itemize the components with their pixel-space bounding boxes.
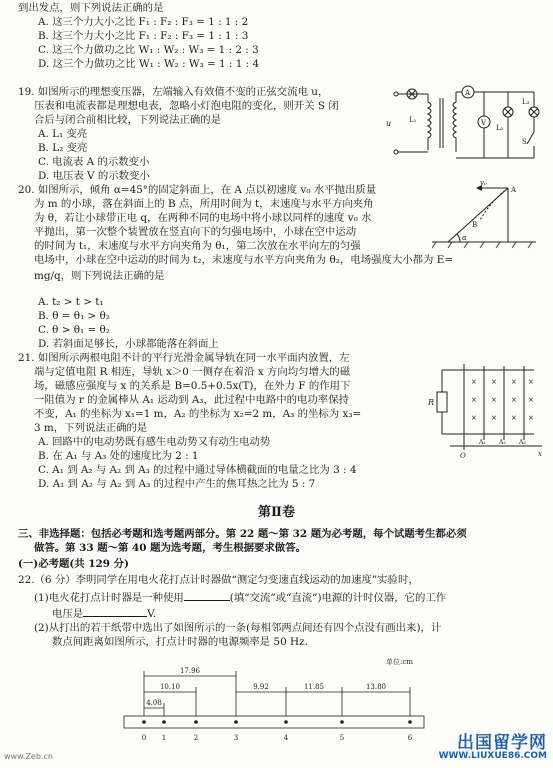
q22-part2-line2: 数点间距离如图所示，打点计时器的电源频率是 50 Hz.	[52, 636, 308, 648]
fig-label-l1: L₁	[409, 116, 417, 124]
rail-field-figure	[424, 362, 546, 460]
q21-option-c: C. A₁ 到 A₂ 与 A₂ 到 A₃ 的过程中通过导体横截面的电量之比为 3 : 4	[38, 464, 357, 476]
q21-stem-4: 一阻值为 r 的金属棒从 A₁ 运动到 A₃，此过程中电路中的电功率保持	[34, 394, 349, 406]
q18-option-a: A. 这三个力大小之比 F₁ : F₂ : F₃ = 1 : 1 : 2	[38, 16, 249, 28]
fig-label-voltmeter: V	[481, 119, 487, 127]
q20-stem-5: 的时间为 t₁，末速度与水平方向夹角为 θ₁，第二次放在水平向左的匀强	[34, 240, 361, 252]
q20-stem-6: 电场中，小球在空中运动的时间为 t₂，末速度与水平方向夹角为 θ₂，电场强度大小都为 E=	[34, 254, 454, 266]
watermark-logo	[438, 732, 547, 764]
q22-part1-line2: 电压是 V.	[52, 608, 157, 620]
svg-text:×: ×	[511, 378, 517, 386]
tape-point-3: 3	[233, 734, 239, 742]
fig-label-a1: A₁	[479, 439, 486, 446]
svg-text:×: ×	[491, 396, 497, 404]
svg-text:×: ×	[471, 378, 477, 386]
tape-point-4: 4	[283, 734, 289, 742]
fig-label-l2: L₂	[496, 124, 504, 132]
fig-label-r: R	[428, 398, 435, 407]
tape-unit: 单位:cm	[386, 658, 413, 666]
tape-point-0: 0	[141, 734, 147, 742]
fig-label-alpha: α	[462, 234, 467, 242]
fig-label-origin: O	[460, 452, 466, 460]
q21-stem-1: 21. 如图所示两根电阻不计的平行光滑金属导轨在同一水平面内放置，左	[18, 352, 350, 364]
site-mark: www.Zeb.cn	[4, 752, 53, 762]
svg-text:×: ×	[471, 396, 477, 404]
svg-text:×: ×	[528, 414, 534, 422]
fig-label-a: A	[511, 186, 517, 194]
tape-dist-5-6: 13.80	[365, 683, 387, 691]
q22-part1-line1: (1)电火花打点计时器是一种使用 (填“交流”或“直流”)电源的计时仪器，它的工作	[34, 592, 447, 604]
part2-instructions-1: 三、非选择题：包括必考题和选考题两部分。第 22 题～第 32 题为必考题，每个试题考生都必须	[18, 528, 467, 540]
part2-instructions-2: 做答。第 33 题～第 40 题为选考题，考生根据要求做答。	[34, 542, 306, 554]
q19-stem-1: 19. 如图所示的理想变压器，左端输入有效值不变的正弦交流电 u，	[18, 86, 329, 98]
q21-option-a: A. 回路中的电动势既有感生电动势又有动生电动势	[38, 436, 271, 448]
q21-stem-6: 3 m，下列说法正确的是	[34, 422, 148, 434]
svg-text:×: ×	[491, 414, 497, 422]
svg-text:×: ×	[511, 396, 517, 404]
fig-label-a2: A₂	[499, 439, 506, 446]
q18-option-b: B. 这三个力大小之比 F₁ : F₂ : F₃ = 1 : 1 : 3	[38, 30, 249, 42]
q22-part2-line1: (2)从打出的若干纸带中选出了如图所示的一条(每相邻两点间还有四个点没有画出来)，计	[34, 622, 442, 634]
q21-option-d: D. A₁ 到 A₂ 与 A₂ 到 A₃ 的过程中产生的焦耳热之比为 5 : 7	[38, 478, 316, 490]
fig-label-u: u	[386, 119, 392, 128]
tape-dist-0-2: 10.10	[159, 683, 181, 691]
q19-option-d: D. 电压表 V 的示数变小	[38, 170, 150, 182]
q19-option-c: C. 电流表 A 的示数变小	[38, 156, 150, 168]
incline-figure	[432, 180, 542, 252]
svg-text:×: ×	[471, 414, 477, 422]
tape-dist-3-4: 9.92	[253, 683, 269, 691]
tape-point-1: 1	[161, 734, 167, 742]
q20-stem-4: 平抛出，第一次整个装置放在竖直向下的匀强电场中，小球在空中运动	[34, 226, 357, 238]
fig-label-a3: A₃	[519, 439, 526, 446]
q20-option-c: C. θ > θ₁ = θ₂	[38, 324, 110, 336]
fig-label-x: x	[538, 450, 542, 458]
q20-stem-1: 20. 如图所示，倾角 α=45°的固定斜面上，在 A 点以初速度 v₀ 水平抛出质量	[18, 184, 377, 196]
q20-option-d: D. 若斜面足够长，小球都能落在斜面上	[38, 338, 219, 350]
q18-intro: 到出发点，则下列说法正确的是	[18, 2, 164, 14]
tape-dist-0-1: 4.08	[146, 699, 162, 707]
q19-stem-3: 合后与闭合前相比较，下列说法正确的是	[34, 114, 222, 126]
tape-dist-4-5: 11.85	[303, 683, 325, 691]
q20-stem-7: mg/q，则下列说法正确的是	[34, 270, 165, 282]
q18-option-d: D. 这三个力做功之比 W₁ : W₂ : W₃ = 1 : 1 : 4	[38, 58, 260, 70]
q22-stem: 22.（6 分）李明同学在用电火花打点计时器做“测定匀变速直线运动的加速度”实验时，	[18, 574, 419, 586]
q18-option-c: C. 这三个力做功之比 W₁ : W₂ : W₃ = 1 : 2 : 3	[38, 44, 259, 56]
tape-point-2: 2	[193, 734, 199, 742]
tape-dist-0-3: 17.96	[179, 667, 201, 675]
svg-text:×: ×	[491, 378, 497, 386]
q21-stem-3: 场，磁感应强度与 x 的关系是 B=0.5+0.5x(T)，在外力 F 的作用下	[34, 380, 351, 392]
fig-label-v0: v₀	[480, 180, 487, 187]
tape-point-5: 5	[339, 734, 345, 742]
watermark-url: WWW.LIUXUE86.COM	[438, 751, 547, 762]
ticker-tape-figure	[118, 654, 434, 748]
q19-stem-2: 压表和电流表都是理想电表，忽略小灯泡电阻的变化，则开关 S 闭	[34, 100, 339, 112]
svg-text:×: ×	[528, 378, 534, 386]
q20-stem-2: 为 m 的小球，落在斜面上的 B 点，所用时间为 t，末速度与水平方向夹角	[34, 198, 374, 210]
answer-blank-current	[184, 590, 230, 601]
q21-stem-5: 不变，A₁ 的坐标为 x₁=1 m，A₂ 的坐标为 x₂=2 m，A₃ 的坐标为 x₃=	[34, 408, 362, 420]
svg-text:×: ×	[528, 396, 534, 404]
q21-option-b: B. 在 A₁ 与 A₃ 处的速度比为 2 : 1	[38, 450, 199, 462]
transformer-circuit-figure	[386, 82, 544, 170]
fig-label-ammeter: A	[465, 89, 471, 97]
tape-point-6: 6	[407, 734, 413, 742]
fig-label-l3: L₃	[522, 98, 530, 106]
fig-label-switch: S	[522, 138, 527, 146]
answer-blank-voltage	[83, 606, 147, 617]
q20-stem-3: 为 θ，若让小球带正电 q，在两种不同的电场中将小球以同样的速度 v₀ 水	[34, 212, 372, 224]
part2-title: 第Ⅱ卷	[258, 505, 295, 520]
q19-option-a: A. L₁ 变亮	[38, 128, 88, 140]
watermark-brand: 出国留学网	[457, 732, 547, 753]
q19-option-b: B. L₂ 变亮	[38, 142, 88, 154]
q20-option-a: A. t₂ > t > t₁	[38, 296, 104, 308]
part2-subsection: (一)必考题(共 129 分)	[18, 558, 129, 570]
q20-option-b: B. θ = θ₁ > θ₂	[38, 310, 110, 322]
fig-label-b: B	[472, 221, 478, 229]
q21-stem-2: 端与定值电阻 R 相连，导轨 x＞0 一侧存在着沿 x 方向均匀增大的磁	[34, 366, 351, 378]
svg-text:×: ×	[511, 414, 517, 422]
